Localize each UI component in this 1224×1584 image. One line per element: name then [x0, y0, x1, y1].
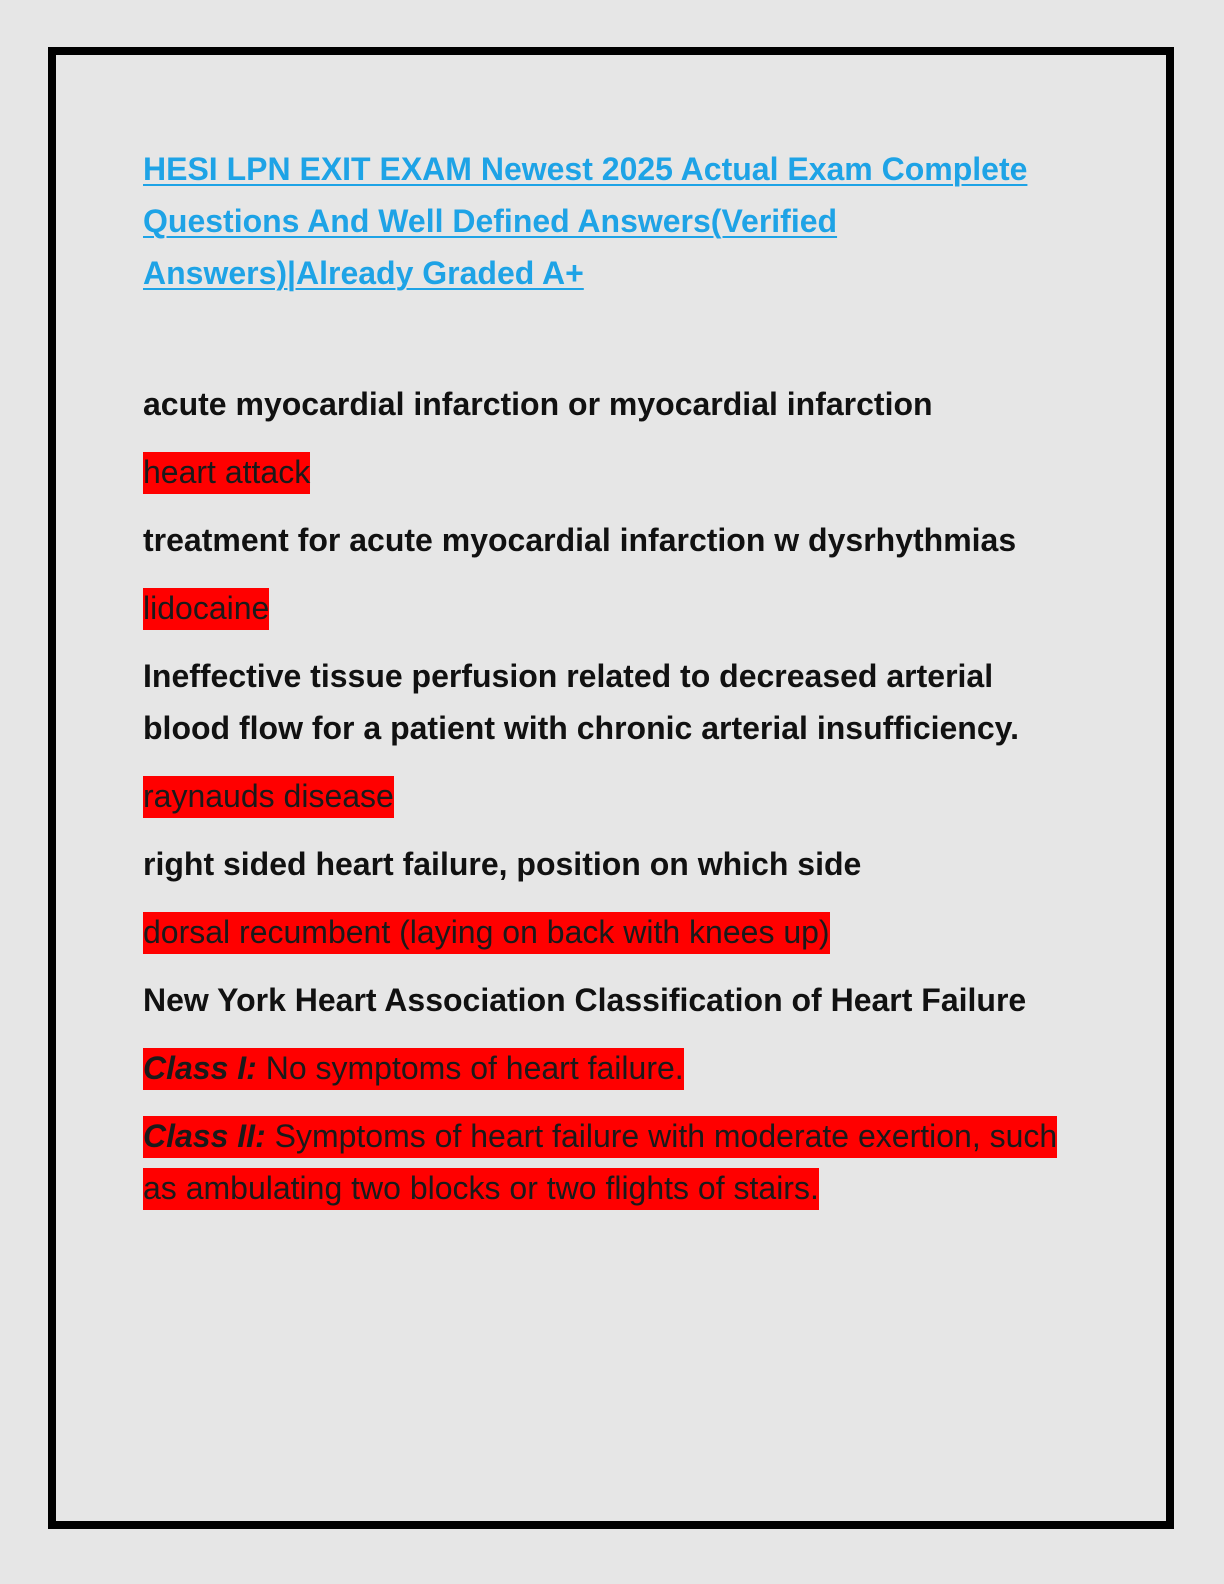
- class-label: Class I:: [143, 1050, 257, 1086]
- question-text: Ineffective tissue perfusion related to decreased arterial blood flow for a patient with chronic arterial insufficiency.: [143, 658, 1019, 746]
- question-text: New York Heart Association Classification of Heart Failure: [143, 982, 1027, 1018]
- answer-text: [143, 906, 1083, 958]
- answer-text: [143, 446, 1083, 498]
- question-text: treatment for acute myocardial infarction w dysrhythmias: [143, 522, 1017, 558]
- answer-text: [143, 582, 1083, 634]
- question-text: acute myocardial infarction or myocardial infarction: [143, 386, 933, 422]
- answer-highlight: lidocaine: [143, 588, 269, 630]
- qa-list: [143, 378, 1083, 1214]
- question-text: right sided heart failure, position on which side: [143, 846, 862, 882]
- answer-text: [143, 770, 1083, 822]
- answer-highlight: [143, 1048, 684, 1090]
- class-description: Symptoms of heart failure with moderate exertion, such as ambulating two blocks or two flights of stairs.: [143, 1118, 1058, 1206]
- document-body: [143, 143, 1083, 1230]
- answer-highlight: raynauds disease: [143, 776, 394, 818]
- answer-highlight: heart attack: [143, 452, 310, 494]
- class-label: Class II:: [143, 1118, 266, 1154]
- answer-highlight: [143, 1116, 1057, 1210]
- class-description: No symptoms of heart failure.: [256, 1050, 684, 1086]
- document-title-link[interactable]: HESI LPN EXIT EXAM Newest 2025 Actual Exam Complete Questions And Well Defined Answers(Verified Answers)|Already Graded A+: [143, 151, 1028, 291]
- answer-class-1: [143, 1042, 1083, 1094]
- answer-highlight: dorsal recumbent (laying on back with knees up): [143, 912, 830, 954]
- answer-class-2: [143, 1110, 1083, 1214]
